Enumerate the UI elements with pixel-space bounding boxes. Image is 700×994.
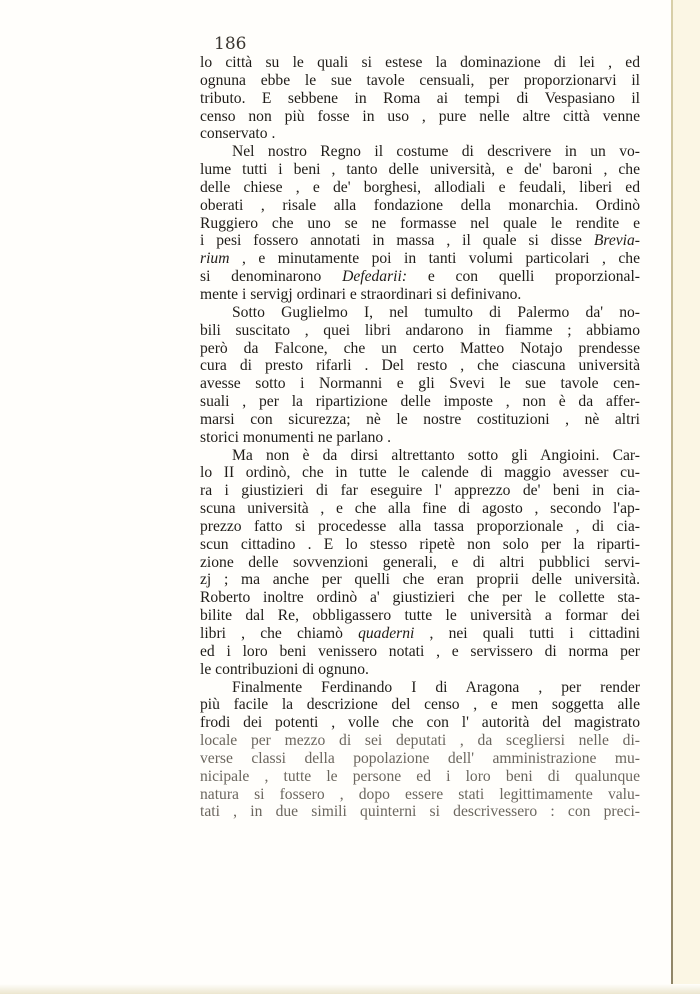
text-line (200, 482, 640, 500)
text-line (200, 232, 640, 250)
text-segment: zj ; ma anche per quelli che eran proprii delle università. (200, 571, 640, 589)
text-line (200, 340, 640, 358)
text-segment: delle chiese , e de' borghesi, allodiali e feudali, liberi ed (200, 178, 640, 196)
text-line (200, 90, 640, 108)
text-segment: lo città su le quali si estese la dominazione di lei , ed (200, 54, 640, 71)
text-segment: prezzo fatto si procedesse alla tassa proporzionale , di cia- (200, 517, 640, 535)
text-line (200, 750, 640, 768)
text-segment: libri , che chiamò (200, 625, 359, 642)
text-line (200, 179, 640, 197)
text-segment: oberati , risale alla fondazione della monarchia. Ordinò (200, 196, 640, 214)
text-line (200, 72, 640, 90)
text-line (200, 571, 640, 589)
italic-term: Defedarii: (342, 268, 408, 286)
text-segment: lo II ordinò, che in tutte le calende di maggio avesser cu- (200, 464, 640, 482)
text-segment: , nei quali tutti i cittadini (414, 625, 640, 642)
italic-term: quaderni (358, 625, 415, 642)
paragraph-first-line (200, 143, 640, 161)
adjacent-page-margin (673, 0, 700, 994)
text-line (200, 54, 640, 72)
text-line (200, 215, 640, 233)
text-segment: i pesi fossero annotati in massa , il quale si disse (200, 232, 594, 250)
text-segment: Finalmente Ferdinando I di Aragona , per render (232, 678, 640, 696)
text-line (200, 536, 640, 554)
italic-term: rium (200, 250, 230, 268)
text-segment: suali , per la ripartizione delle imposte , non è da affer- (200, 393, 640, 411)
text-segment: storici monumenti ne parlano . (200, 428, 391, 446)
text-segment: Ruggiero che uno se ne formasse nel quale le rendite e (200, 214, 640, 232)
text-segment: si denominarono (200, 268, 343, 286)
text-line (200, 714, 640, 732)
text-line (200, 732, 640, 750)
text-line (200, 411, 640, 429)
text-line (200, 268, 640, 286)
text-line (200, 589, 640, 607)
text-segment: conservato . (200, 125, 276, 143)
text-segment: avesse sotto i Normanni e gli Svevi le sue tavole cen- (200, 375, 640, 393)
text-line (200, 768, 640, 786)
text-segment: natura si fossero , dopo essere stati legittimamente valu- (200, 785, 640, 803)
text-line (200, 286, 640, 304)
text-line (200, 322, 640, 340)
text-segment: bili suscitato , quei libri andarono in fiamme ; abbiamo (200, 321, 640, 339)
text-segment: Sotto Guglielmo I, nel tumulto di Palermo da' no- (232, 303, 640, 321)
text-line (200, 661, 640, 679)
text-segment: mente i servigj ordinari e straordinari si definivano. (200, 285, 522, 303)
body-text (200, 54, 640, 821)
text-line (200, 125, 640, 143)
text-segment: frodi dei potenti , volle che con l' autorità del magistrato (200, 714, 640, 732)
text-line (200, 625, 640, 643)
paragraph-first-line (200, 679, 640, 697)
text-segment: scuna università , e che alla fine di agosto , secondo l'ap- (200, 500, 640, 518)
text-line (200, 554, 640, 572)
italic-term: Brevia- (593, 232, 640, 250)
text-line (200, 786, 640, 804)
text-segment: Nel nostro Regno il costume di descrivere in un vo- (232, 143, 640, 161)
text-line (200, 803, 640, 821)
text-segment: , e minutamente poi in tanti volumi particolari , che (229, 250, 640, 268)
text-line (200, 375, 640, 393)
text-line (200, 108, 640, 126)
text-segment: nicipale , tutte le persone ed i loro beni di qualunque (200, 767, 640, 785)
text-segment: ra i giustizieri di far eseguire l' apprezzo de' beni in cia- (200, 482, 640, 500)
text-segment: verse classi della popolazione dell' amministrazione mu- (200, 749, 640, 767)
text-line (200, 250, 640, 268)
text-line (200, 161, 640, 179)
text-line (200, 429, 640, 447)
text-line (200, 500, 640, 518)
text-segment: marsi con sicurezza; nè le nostre costituzioni , nè altri (200, 410, 640, 428)
text-segment: però da Falcone, che un certo Matteo Notajo prendesse (200, 339, 640, 357)
text-segment: Roberto inoltre ordinò a' giustizieri che per le collette sta- (200, 589, 640, 607)
text-line (200, 643, 640, 661)
page-bottom-shadow (0, 984, 700, 994)
text-segment: tati , in due simili quinterni si descrivessero : con preci- (200, 803, 640, 821)
text-line (200, 357, 640, 375)
text-segment: lume tutti i beni , tanto delle università, e de' baroni , che (200, 161, 640, 179)
text-segment: le contribuzioni di ognuno. (200, 660, 369, 678)
page-edge (671, 0, 673, 994)
text-line (200, 607, 640, 625)
text-segment: zione delle sovvenzioni generali, e di altri pubblici servi- (200, 553, 640, 571)
text-line (200, 464, 640, 482)
text-segment: cura di presto rifarli . Del resto , che ciascuna università (200, 357, 640, 375)
page-number: 186 (214, 34, 247, 54)
text-line (200, 197, 640, 215)
text-segment: bilite dal Re, obbligassero tutte le università a formar dei (200, 607, 640, 625)
paragraph-first-line (200, 447, 640, 465)
text-segment: Ma non è da dirsi altrettanto sotto gli Angioini. Car- (232, 446, 640, 464)
text-segment: locale per mezzo di sei deputati , da scegliersi nelle di- (200, 732, 640, 750)
paragraph-first-line (200, 304, 640, 322)
text-segment: ed i loro beni venissero notati , e servissero di norma per (200, 642, 640, 660)
text-line (200, 518, 640, 536)
text-segment: più facile la descrizione del censo , e men soggetta alle (200, 696, 640, 714)
text-segment: e con quelli proporzional- (407, 268, 640, 286)
text-line (200, 393, 640, 411)
text-segment: ognuna ebbe le sue tavole censuali, per proporzionarvi il (200, 71, 640, 89)
text-segment: tributo. E sebbene in Roma ai tempi di Vespasiano il (200, 89, 640, 107)
text-segment: scun cittadino . E lo stesso ripetè non solo per la riparti- (200, 535, 640, 553)
text-segment: censo non più fosse in uso , pure nelle altre città venne (200, 107, 640, 125)
text-line (200, 696, 640, 714)
